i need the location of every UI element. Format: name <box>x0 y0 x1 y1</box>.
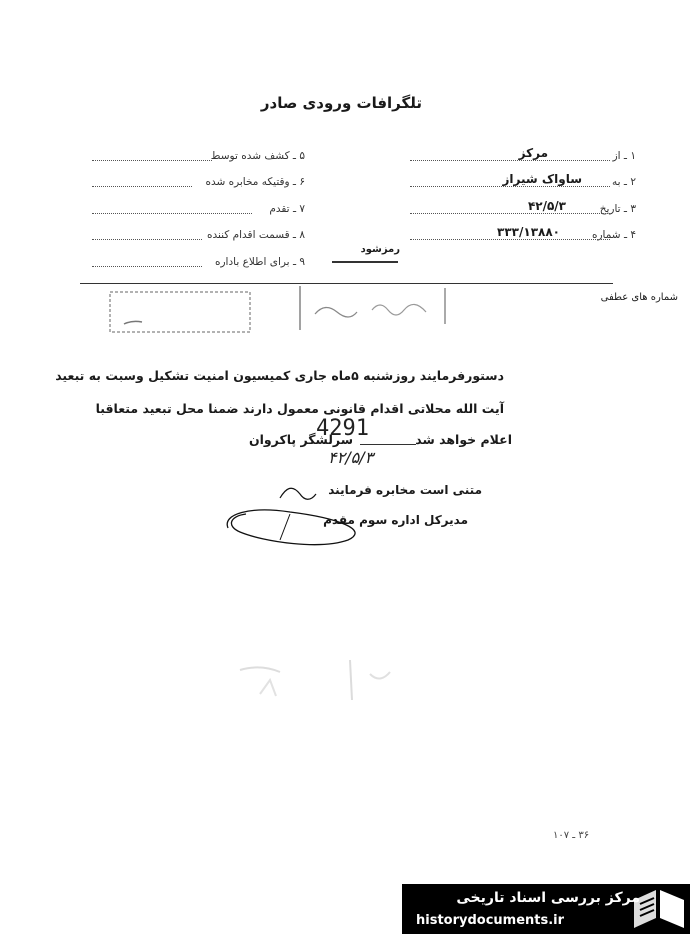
field-sent-time-line <box>92 186 192 187</box>
field-priority-label: ۷ ـ تقدم <box>269 203 305 215</box>
signature-scribble <box>220 478 380 550</box>
form-title: تلگرافات ورودی صادر <box>260 94 422 112</box>
field-inform-line <box>92 266 202 267</box>
field-sent-time-label: ۶ ـ وقتیکه مخابره شده <box>205 176 305 188</box>
body-line-1: دستورفرمایند روزشنبه ۵ماه جاری کمیسیون امنیت تشکیل وسبت به تبعید <box>55 368 504 383</box>
field-number-label: ۴ ـ شماره <box>591 229 636 241</box>
watermark-title: مرکز بررسی اسناد تاریخی <box>456 890 640 906</box>
body-line-3b: سرلشگر پاکروان <box>248 432 353 447</box>
field-to-label: ۲ ـ به <box>612 176 636 188</box>
handwritten-number: 4291 <box>316 416 369 441</box>
field-to-line <box>410 186 610 187</box>
watermark-url[interactable]: historydocuments.ir <box>416 913 565 928</box>
body-line-3a: اعلام خواهد شد <box>415 432 512 447</box>
body-line-3-rule <box>360 444 416 445</box>
field-date-label: ۳ ـ تاریخ <box>599 203 636 215</box>
field-from-value: مرکز <box>518 146 548 160</box>
classification-stamp: رمزشود <box>360 244 400 255</box>
field-to-value: ساواک شیراز <box>502 172 582 186</box>
footer-instruction: متنی است مخابره فرمایند <box>328 483 482 497</box>
faint-bleedthrough-marks <box>230 650 410 720</box>
field-action-dept-label: ۸ ـ قسمت اقدام کننده <box>206 229 305 241</box>
field-priority-line <box>92 213 252 214</box>
reference-numbers-label: شماره های عطفی <box>600 292 678 303</box>
field-from-line <box>410 160 610 161</box>
field-number-value: ۳۳۳/۱۳۸۸۰ <box>497 225 560 239</box>
field-date-line <box>410 213 610 214</box>
field-date-value: ۴۲/۵/۳ <box>527 199 566 213</box>
body-line-2: آیت الله محلاتی اقدام قانونی معمول دارند ضمنا محل تبعید متعاقبا <box>95 401 504 416</box>
field-inform-label: ۹ ـ برای اطلاع باداره <box>214 256 305 268</box>
classification-underline <box>332 261 398 263</box>
field-decoded-by-line <box>92 160 212 161</box>
faded-stamp-box <box>100 284 470 344</box>
handwritten-date: ۴۲/۵/۳ <box>328 448 374 467</box>
bottom-reference-code: ۳۶ ـ ۱۰۷ <box>553 830 590 841</box>
signature-line: مدیرکل اداره سوم مقدم <box>323 513 468 527</box>
field-number-line <box>410 239 610 240</box>
field-from-label: ۱ ـ از <box>612 150 636 162</box>
field-action-dept-line <box>92 239 202 240</box>
field-decoded-by-label: ۵ ـ کشف شده توسط <box>210 150 305 162</box>
